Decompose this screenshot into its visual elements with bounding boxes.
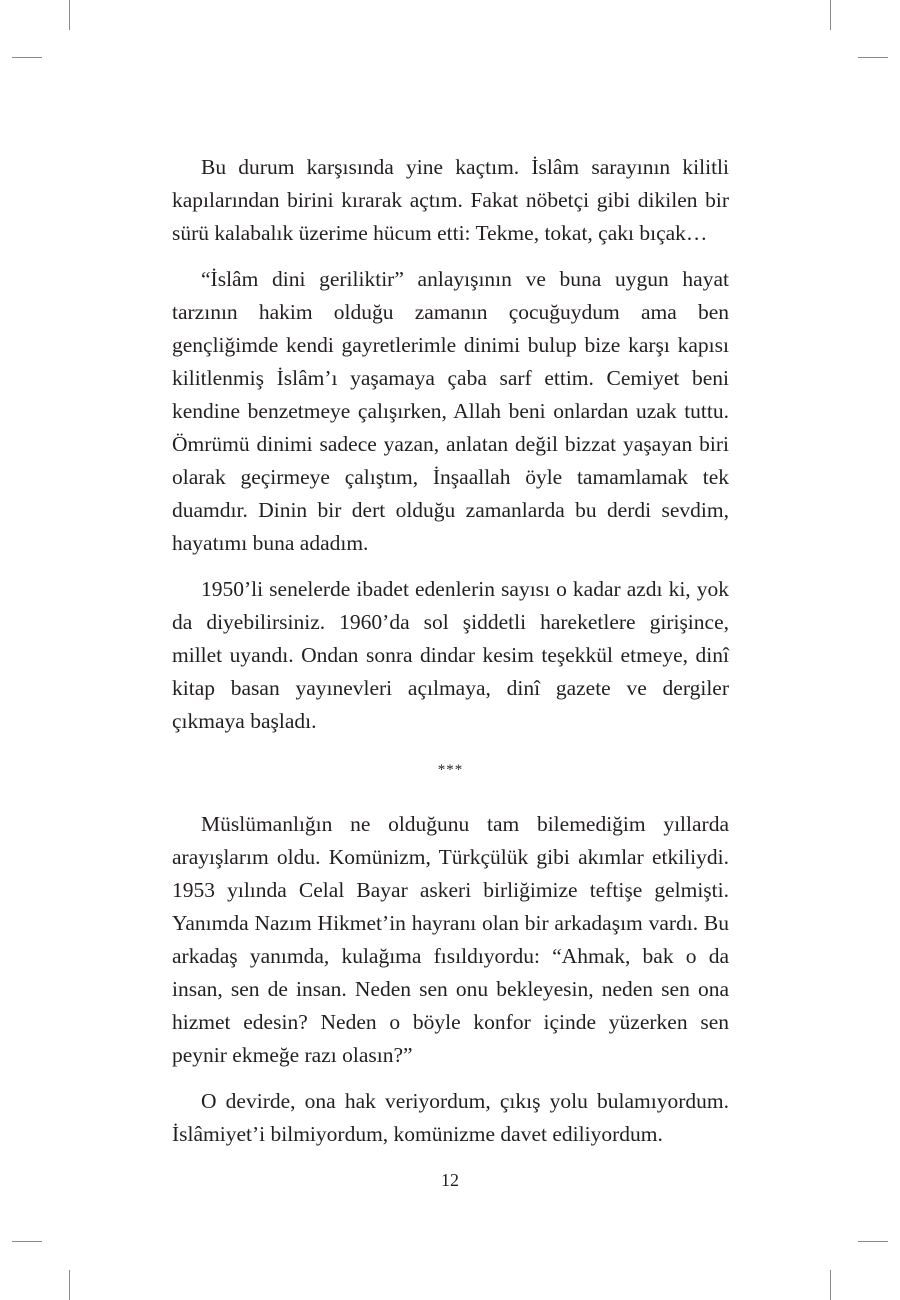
- paragraph: “İslâm dini geriliktir” anlayışının ve buna uygun hayat tarzının hakim olduğu zamanın çocuğuydum ama ben gençliğimde kendi gayretlerimle dinimi bulup bize karşı kapısı kilitlenmiş İslâm’ı yaşamaya çaba sarf ettim. Cemiyet beni kendine benzetmeye çalışırken, Allah beni onlardan uzak tuttu. Ömrümü dinimi sadece yazan, anlatan değil bizzat yaşayan biri olarak geçirmeye çalıştım, İnşaallah öyle tamamlamak tek duamdır. Dinin bir dert olduğu zamanlarda bu derdi sevdim, hayatımı buna adadım.: [172, 267, 729, 555]
- crop-mark-bottom-left-horizontal: [12, 1241, 42, 1242]
- crop-mark-top-left-horizontal: [12, 57, 42, 58]
- crop-mark-bottom-right-horizontal: [858, 1241, 888, 1242]
- paragraph: Bu durum karşısında yine kaçtım. İslâm sarayının kilitli kapılarından birini kırarak açtım. Fakat nöbetçi gibi dikilen bir sürü kalabalık üzerime hücum etti: Tekme, tokat, çakı bıçak…: [172, 155, 729, 245]
- paragraph: Müslümanlığın ne olduğunu tam bilemediğim yıllarda arayışlarım oldu. Komünizm, Türkçülük gibi akımlar etkiliydi. 1953 yılında Celal Bayar askeri birliğimize teftişe gelmişti. Yanımda Nazım Hikmet’in hayranı olan bir arkadaşım vardı. Bu arkadaş yanımda, kulağıma fısıldıyordu: “Ahmak, bak o da insan, sen de insan. Neden sen onu bekleyesin, neden sen ona hizmet edesin? Neden o böyle konfor içinde yüzerken sen peynir ekmeğe razı olasın?”: [172, 812, 729, 1067]
- crop-mark-top-left-vertical: [69, 0, 70, 30]
- crop-mark-top-right-horizontal: [858, 57, 888, 58]
- page-number: 12: [441, 1170, 459, 1190]
- body-text: [172, 151, 729, 1151]
- section-separator: ***: [437, 762, 464, 778]
- crop-mark-bottom-left-vertical: [69, 1270, 70, 1300]
- crop-mark-bottom-right-vertical: [830, 1270, 831, 1300]
- paragraph: O devirde, ona hak veriyordum, çıkış yolu bulamıyordum. İslâmiyet’i bilmiyordum, komünizme davet ediliyordum.: [172, 1089, 729, 1146]
- paragraph: 1950’li senelerde ibadet edenlerin sayısı o kadar azdı ki, yok da diyebilirsiniz. 1960’da sol şiddetli hareketlere girişince, millet uyandı. Ondan sonra dindar kesim teşekkül etmeye, dinî kitap basan yayınevleri açılmaya, dinî gazete ve dergiler çıkmaya başladı.: [172, 577, 729, 733]
- crop-mark-top-right-vertical: [830, 0, 831, 30]
